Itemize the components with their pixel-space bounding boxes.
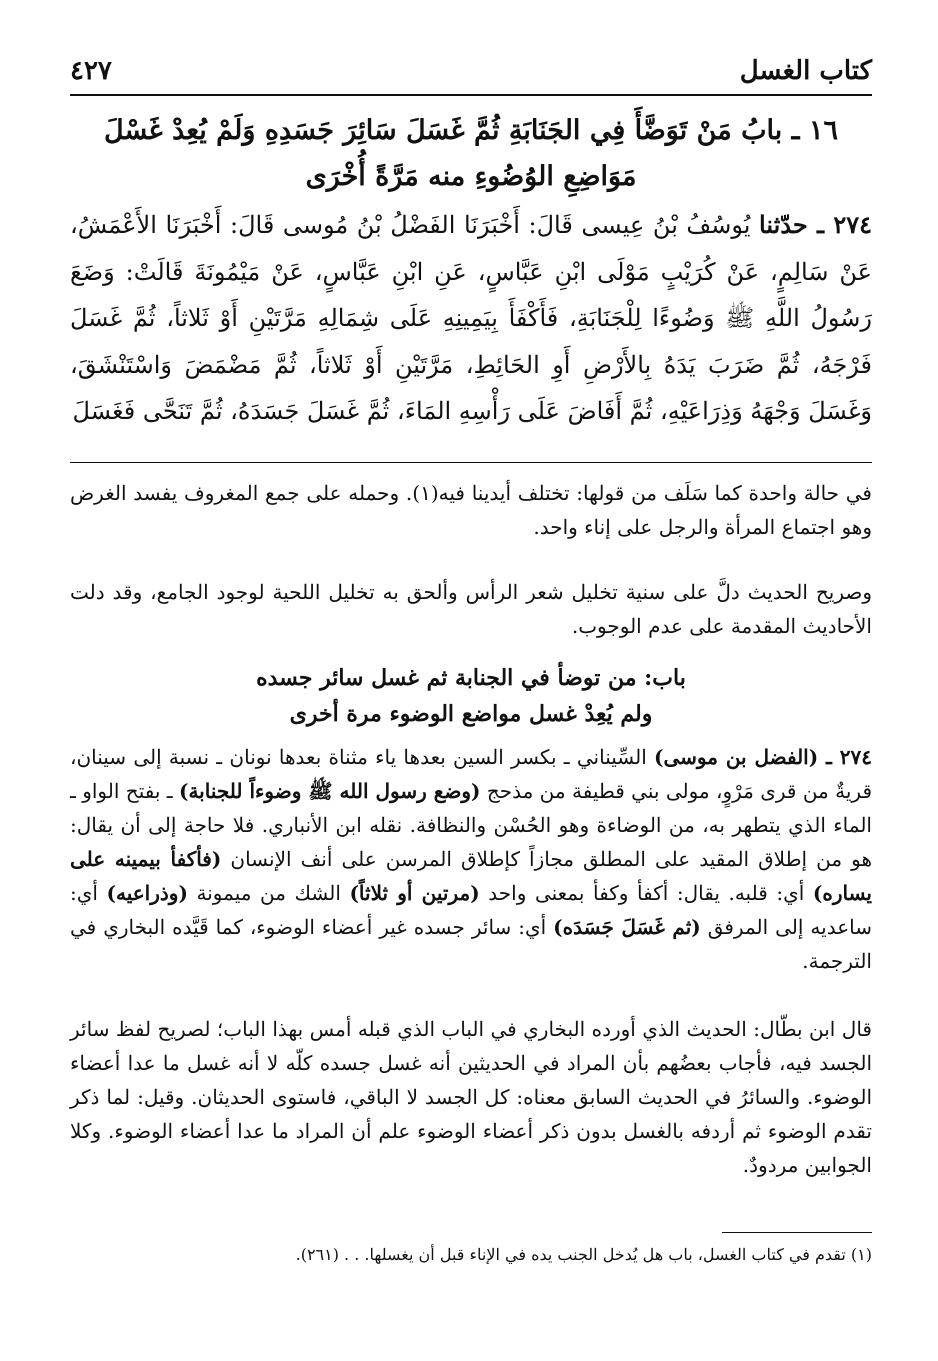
commentary-text: أي: قلبه. يقال: أكفأ وكفأ بمعنى واحد (479, 881, 813, 905)
hadith-quote: (ثم غَسَلَ جَسَدَه) (553, 915, 701, 939)
hadith-quote: (وضع رسول الله ﷺ وضوءاً للجنابة) (179, 779, 481, 803)
commentary-paragraph-4: قال ابن بطّال: الحديث الذي أورده البخاري في الباب الذي قبله أمس بهذا الباب؛ لصريح لفظ سائر الجسد فيه، فأجاب بعضُهم بأن المراد في الحديثين أنه غسل جسده كلّه لا أنه غسل ما عدا أعضاء الوضوء. والسائرُ في الحديث السابق معناه: كل الجسد لا الباقي، فاستوى الحديثان. وقيل: لما ذكر تقدم الوضوء ثم أردفه بالغسل بدون ذكر أعضاء الوضوء علم أن المراد ما عدا أعضاء الوضوء. وكلا الجوابين مردودٌ. (70, 1017, 872, 1177)
commentary-paragraph-2: وصريح الحديث دلَّ على سنية تخليل شعر الرأس وألحق به تخليل اللحية لوجود الجامع، وقد دلت الأحاديث المقدمة على عدم الوجوب. (70, 580, 872, 638)
commentary-paragraph-1: في حالة واحدة كما سَلَف من قولها: تختلف أيدينا فيه(١). وحمله على جمع المغروف يفسد الغرض وهو اجتماع المرأة والرجل على إناء واحد. (70, 481, 872, 539)
commentary-subheading (70, 660, 872, 732)
hadith-quote: (مرتين أو ثلاثاً) (349, 881, 480, 905)
hadith-quote: (وذراعيه) (106, 881, 188, 905)
running-header (70, 52, 872, 96)
footnote-divider (722, 1232, 872, 1233)
commentary-subheading-line-2: ولم يُعِدْ غسل مواضع الوضوء مرة أخرى (289, 701, 653, 727)
commentary-text: السِّيناني ـ بكسر السين بعدها ياء مثناة بعدها نونان ـ نسبة إلى سينان، قريةٌ من قرى مَرْوٍ، مولى بني قطيفة من مذحج (70, 745, 873, 803)
chapter-heading-line-2: مَوَاضِعِ الوُضُوءِ منه مَرَّةً أُخْرَى (305, 161, 637, 192)
commentary-text: الشك من ميمونة (187, 881, 350, 905)
hadith-quote: (فأكفأ بيمينه على يساره) (70, 847, 872, 905)
commentary-text: أي: ساعديه إلى المرفق (70, 881, 872, 939)
page-number: ٤٢٧ (70, 56, 112, 86)
commentary-paragraph-3 (70, 740, 872, 978)
commentary-text: ـ بفتح الواو ـ الماء الذي يتطهر به، من الوضاءة وهو الحُسْن والنظافة. نقله ابن الأنباري. فلا حاجة إلى أن يقال: هو من إطلاق المقيد على المطلق مجازاً كإطلاق المرسن على أنف الإنسان (70, 779, 872, 871)
footnote: (١) تقدم في كتاب الغسل، باب هل يُدخل الجنب يده في الإناء قبل أن يغسلها. . . (٢٦١). (295, 1245, 872, 1264)
narrator-lemma: ٢٧٤ ـ (الفضل بن موسى) (654, 745, 872, 769)
commentary-subheading-line-1: باب: من توضأ في الجنابة ثم غسل سائر جسده (256, 665, 686, 691)
text-commentary-divider (70, 462, 872, 463)
hadith-body: يُوسُفُ بْنُ عِيسى قَالَ: أَخْبَرَنَا الفَضْلُ بْنُ مُوسى قَالَ: أَخْبَرَنَا الأَعْمَشُ، عَنْ سَالِمٍ، عَنْ كُرَيْبٍ مَوْلَى ابْنِ عَبَّاسٍ، عَنِ ابْنِ عَبَّاسٍ، عَنْ مَيْمُونَةَ قَالَتْ: وَضَعَ رَسُولُ اللَّهِ ﷺ وَضُوءًا لِلْجَنَابَةِ، فَأَكْفَأَ بِيَمِينِهِ عَلَى شِمَالِهِ مَرَّتَيْنِ أَوْ ثَلاثاً، ثُمَّ غَسَلَ فَرْجَهُ، ثُمَّ ضَرَبَ يَدَهُ بِالأَرْضِ أَوِ الحَائِطِ، مَرَّتَيْنِ أَوْ ثَلاثاً، ثُمَّ مَضْمَضَ وَاسْتَنْشَقَ، وَغَسَلَ وَجْهَهُ وَذِرَاعَيْهِ، ثُمَّ أَفَاضَ عَلَى رَأْسِهِ المَاءَ، ثُمَّ غَسَلَ جَسَدَهُ، ثُمَّ تَنَحَّى فَغَسَلَ (70, 211, 872, 425)
hadith-number: ٢٧٤ ـ حدّثنا (759, 210, 872, 239)
commentary-text: أي: سائر جسده غير أعضاء الوضوء، كما قَيَّده البخاري في الترجمة. (70, 915, 872, 973)
chapter-heading-line-1: ١٦ ـ بابُ مَنْ تَوَضَّأَ فِي الجَنَابَةِ ثُمَّ غَسَلَ سَائِرَ جَسَدِهِ وَلَمْ يُعِدْ غَسْلَ (104, 115, 838, 146)
hadith-text-block (70, 202, 872, 435)
chapter-heading (70, 108, 872, 200)
book-title: كتاب الغسل (739, 56, 872, 86)
